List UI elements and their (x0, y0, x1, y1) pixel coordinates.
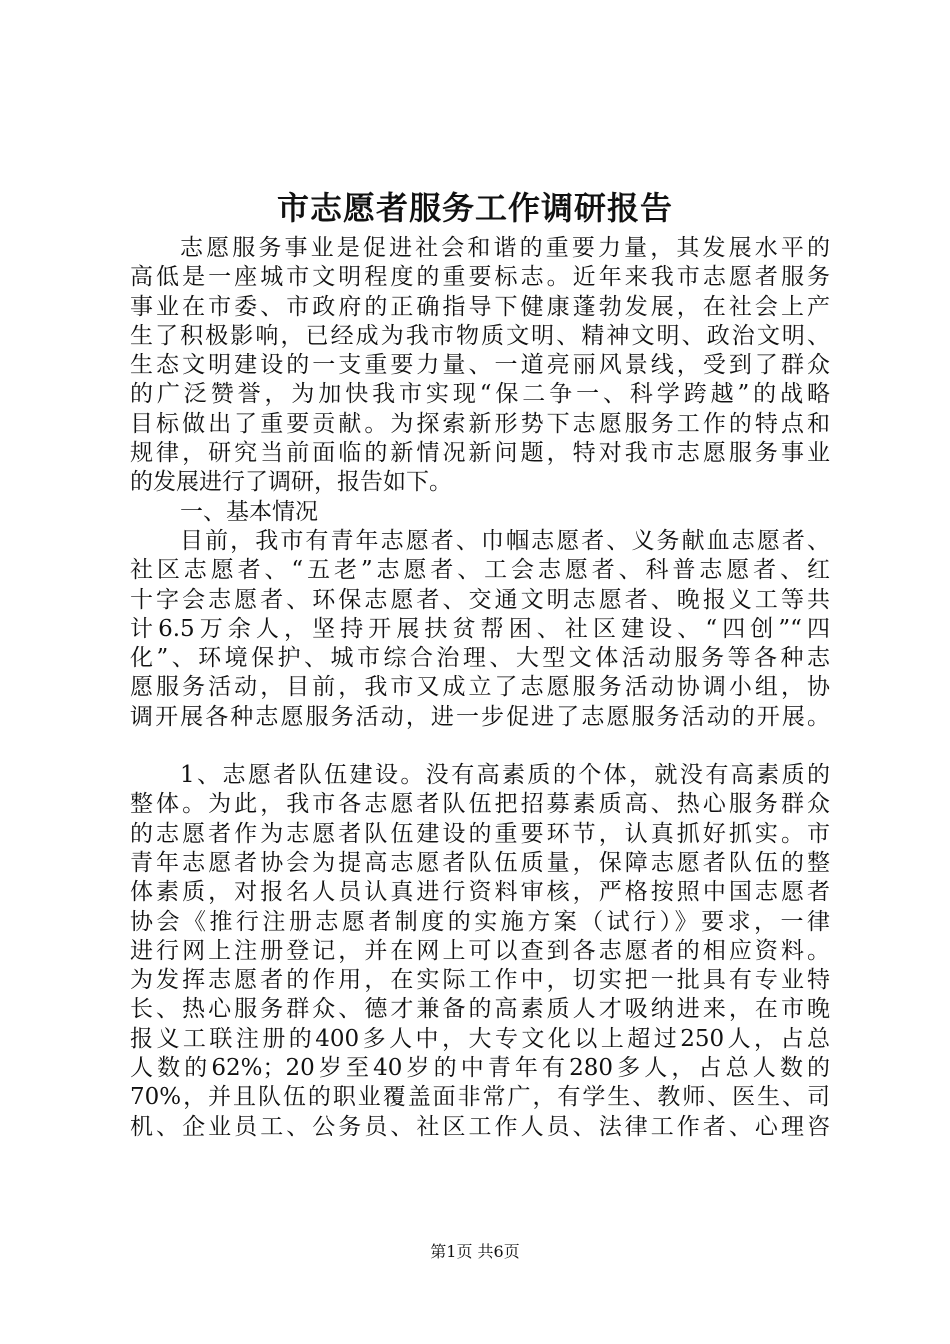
text-line: 高低是一座城市文明程度的重要标志。近年来我市志愿者服务 (130, 264, 830, 291)
text-line: 的发展进行了调研，报告如下。 (130, 469, 452, 496)
text-line: 目前，我市有青年志愿者、巾帼志愿者、义务献血志愿者、 (180, 527, 830, 554)
text-line: 十字会志愿者、环保志愿者、交通文明志愿者、晚报义工等共 (130, 586, 830, 613)
text-line: 生态文明建设的一支重要力量、一道亮丽风景线，受到了群众 (130, 352, 830, 379)
text-line: 化”、环境保护、城市综合治理、大型文体活动服务等各种志 (130, 645, 830, 672)
text-line: 目标做出了重要贡献。为探索新形势下志愿服务工作的特点和 (130, 410, 830, 437)
text-line: 整体。为此，我市各志愿者队伍把招募素质高、热心服务群众 (130, 791, 830, 818)
document-body (130, 234, 830, 1142)
text-line: 调开展各种志愿服务活动，进一步促进了志愿服务活动的开展。 (130, 703, 830, 730)
text-line: 社区志愿者、“五老”志愿者、工会志愿者、科普志愿者、红 (130, 557, 830, 584)
text-line: 70%，并且队伍的职业覆盖面非常广，有学生、教师、医生、司 (130, 1084, 830, 1111)
text-line: 的志愿者作为志愿者队伍建设的重要环节，认真抓好抓实。市 (130, 820, 830, 847)
text-line: 报义工联注册的400多人中，大专文化以上超过250人，占总 (130, 1025, 830, 1052)
text-line: 青年志愿者协会为提高志愿者队伍质量，保障志愿者队伍的整 (130, 849, 830, 876)
page-number-footer: 第1页 共6页 (430, 1242, 520, 1261)
text-line: 进行网上注册登记，并在网上可以查到各志愿者的相应资料。 (130, 937, 830, 964)
text-line: 事业在市委、市政府的正确指导下健康蓬勃发展，在社会上产 (130, 293, 830, 320)
text-line: 志愿服务事业是促进社会和谐的重要力量，其发展水平的 (180, 235, 830, 261)
text-line: 1、志愿者队伍建设。没有高素质的个体，就没有高素质的 (180, 762, 830, 789)
text-line: 人数的62%；20岁至40岁的中青年有280多人，占总人数的 (130, 1055, 830, 1082)
paragraph-intro (130, 234, 830, 498)
paragraph-basic-situation (130, 527, 830, 732)
text-line: 生了积极影响，已经成为我市物质文明、精神文明、政治文明、 (130, 322, 830, 349)
paragraph-team-building (130, 761, 830, 1142)
text-line: 愿服务活动，目前，我市又成立了志愿服务活动协调小组，协 (130, 674, 830, 701)
paragraph-spacer (130, 732, 830, 761)
text-line: 长、热心服务群众、德才兼备的高素质人才吸纳进来，在市晚 (130, 996, 830, 1023)
text-line: 规律，研究当前面临的新情况新问题，特对我市志愿服务事业 (130, 440, 830, 467)
text-line: 协会《推行注册志愿者制度的实施方案（试行）》要求，一律 (130, 908, 830, 935)
text-line: 体素质，对报名人员认真进行资料审核，严格按照中国志愿者 (130, 879, 830, 906)
text-line: 机、企业员工、公务员、社区工作人员、法律工作者、心理咨 (130, 1113, 830, 1140)
text-line: 为发挥志愿者的作用，在实际工作中，切实把一批具有专业特 (130, 967, 830, 994)
text-line: 的广泛赞誉，为加快我市实现“保二争一、科学跨越”的战略 (130, 381, 830, 408)
page-title: 市志愿者服务工作调研报告 (276, 189, 673, 227)
section-heading: 一、基本情况 (180, 498, 318, 525)
text-line: 计6.5万余人，坚持开展扶贫帮困、社区建设、“四创”“四 (130, 615, 830, 642)
